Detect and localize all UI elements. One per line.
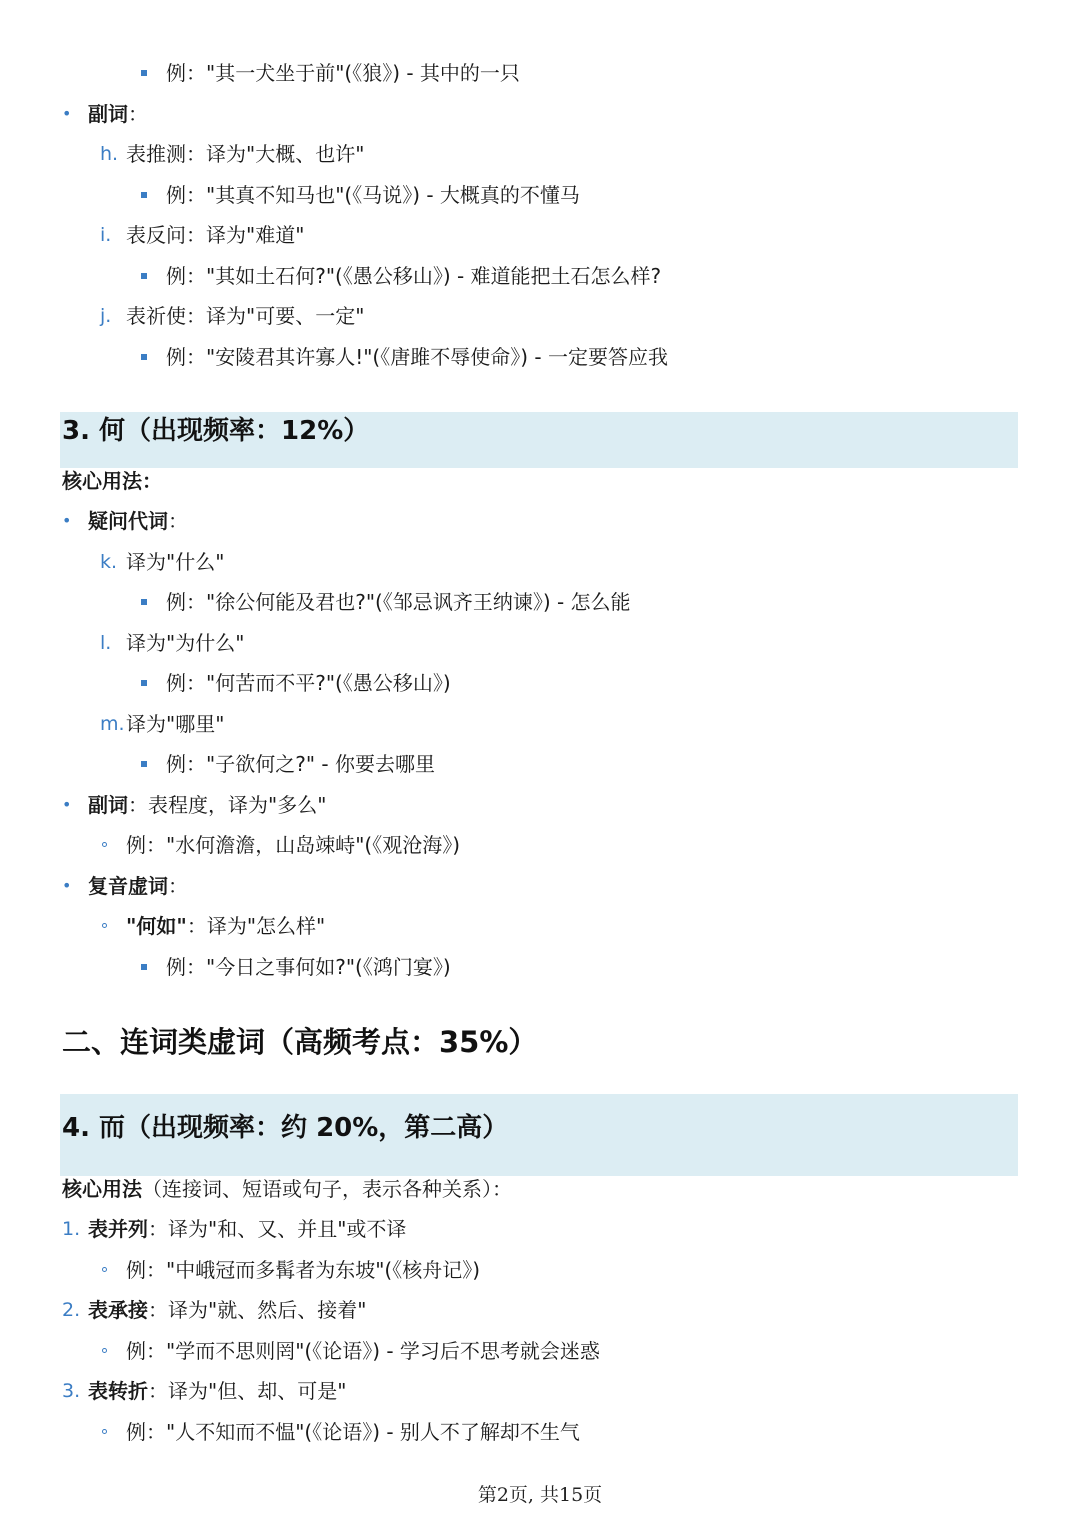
list-marker: m. <box>100 713 125 735</box>
list-marker: 3. <box>62 1380 81 1402</box>
square-bullet-icon <box>141 273 147 279</box>
square-bullet-icon <box>141 680 147 686</box>
example-line: 例： "徐公何能及君也?"(《邹忌讽齐王纳谏》) - 怎么能 <box>0 582 1080 622</box>
example-line: 例： "其真不知马也"(《马说》) - 大概真的不懂马 <box>0 175 1080 215</box>
dot-bullet-icon: • <box>62 511 72 530</box>
example-line: 例： "其如土石何?"(《愚公移山》) - 难道能把土石怎么样? <box>0 256 1080 296</box>
sub-item-text: 表推测：译为"大概、也许" <box>126 142 365 166</box>
example-line: 例： "今日之事何如?"(《鸿门宴》) <box>0 947 1080 987</box>
example-line: 例： "学而不思则罔"(《论语》) - 学习后不思考就会迷惑 <box>0 1331 1080 1371</box>
example-line: 例： "水何澹澹，山岛竦峙"(《观沧海》) <box>0 825 1080 865</box>
page-footer: 第2页, 共15页 <box>477 1484 603 1506</box>
example-line: 例： "子欲何之?" - 你要去哪里 <box>0 744 1080 784</box>
term-bold: 副词 <box>88 102 128 126</box>
example-label: 例： <box>166 61 206 85</box>
list-marker: h. <box>100 143 119 165</box>
example-text: "其一犬坐于前"(《狼》) - 其中的一只 <box>206 61 520 85</box>
bullet-item: • 复音虚词： <box>0 866 1080 906</box>
square-bullet-icon <box>141 354 147 360</box>
bullet-item: • 副词： <box>0 94 1080 134</box>
example-line <box>0 53 1080 93</box>
sub-item: m. 译为"哪里" <box>0 704 1080 744</box>
square-bullet-icon <box>141 192 147 198</box>
chapter-heading: 二、连词类虚词（高频考点：35%） <box>62 1025 538 1059</box>
example-line: 例： "安陵君其许寡人!"(《唐雎不辱使命》) - 一定要答应我 <box>0 337 1080 377</box>
bullet-item: • 副词：表程度，译为"多么" <box>0 785 1080 825</box>
dot-bullet-icon: • <box>62 876 72 895</box>
square-bullet-icon <box>141 964 147 970</box>
sub-item: i. 表反问：译为"难道" <box>0 215 1080 255</box>
section-heading: 3. 何（出现频率：12%） <box>62 416 370 446</box>
list-marker: l. <box>100 632 112 654</box>
section-heading: 4. 而（出现频率：约 20%，第二高） <box>62 1113 509 1143</box>
square-bullet-icon <box>141 599 147 605</box>
numbered-item: 3. 表转折：译为"但、却、可是" <box>0 1371 1080 1411</box>
sub-item: "何如"：译为"怎么样" <box>0 906 1080 946</box>
circle-bullet-icon <box>102 1267 107 1272</box>
sub-item: l. 译为"为什么" <box>0 623 1080 663</box>
circle-bullet-icon <box>102 842 107 847</box>
list-marker: 2. <box>62 1299 81 1321</box>
list-marker: j. <box>100 305 112 327</box>
dot-bullet-icon: • <box>62 795 72 814</box>
square-bullet-icon <box>141 70 147 76</box>
circle-bullet-icon <box>102 923 107 928</box>
numbered-item: 2. 表承接：译为"就、然后、接着" <box>0 1290 1080 1330</box>
example-line: 例： "中峨冠而多髯者为东坡"(《核舟记》) <box>0 1250 1080 1290</box>
example-line: 例： "何苦而不平?"(《愚公移山》) <box>0 663 1080 703</box>
dot-bullet-icon: • <box>62 104 72 123</box>
bullet-item: • 疑问代词： <box>0 501 1080 541</box>
example-line: 例： "人不知而不愠"(《论语》) - 别人不了解却不生气 <box>0 1412 1080 1452</box>
numbered-item: 1. 表并列：译为"和、又、并且"或不译 <box>0 1209 1080 1249</box>
square-bullet-icon <box>141 761 147 767</box>
circle-bullet-icon <box>102 1348 107 1353</box>
sub-item <box>0 134 1080 174</box>
core-usage-label: 核心用法： <box>62 469 162 493</box>
list-marker: i. <box>100 224 112 246</box>
list-marker: 1. <box>62 1218 81 1240</box>
sub-item: k. 译为"什么" <box>0 542 1080 582</box>
list-marker: k. <box>100 551 118 573</box>
circle-bullet-icon <box>102 1429 107 1434</box>
sub-item: j. 表祈使：译为"可要、一定" <box>0 296 1080 336</box>
core-usage-label: 核心用法（连接词、短语或句子，表示各种关系）： <box>62 1177 512 1201</box>
